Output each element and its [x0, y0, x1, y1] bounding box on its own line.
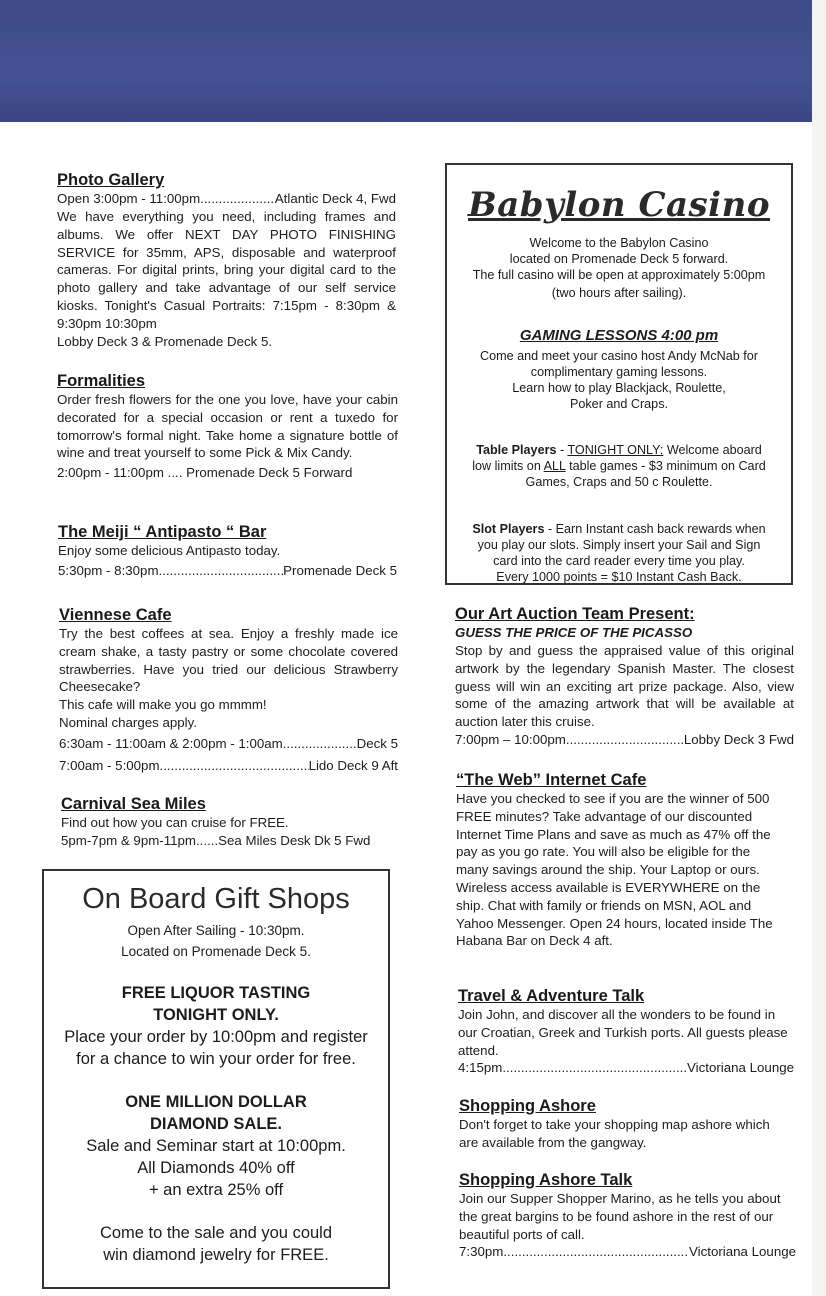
promo-line: All Diamonds 40% off: [137, 1159, 295, 1177]
slot-line: Every 1000 points = $10 Instant Cash Back.: [496, 570, 742, 584]
promo-line: Come to the sale and you could: [99, 1224, 333, 1242]
liquor-promo: [44, 982, 388, 1070]
section-time: 2:00pm - 11:00pm .... Promenade Deck 5 Forward: [57, 465, 353, 481]
welcome-line: (two hours after sailing).: [551, 286, 687, 300]
time-row: [459, 1243, 796, 1261]
time-text: 6:30am - 11:00am & 2:00pm - 1:00am: [59, 735, 283, 751]
gift-shops-hours: [44, 920, 388, 962]
section-heading: Viennese Cafe: [59, 606, 172, 624]
section-location: Lobby Deck 3 & Promenade Deck 5.: [57, 333, 273, 349]
promo-line: TONIGHT ONLY.: [153, 1006, 279, 1024]
hours-line: Open After Sailing - 10:30pm.: [127, 923, 305, 938]
time-text: 5:30pm - 8:30pm: [58, 562, 159, 578]
location-text: Lido Deck 9 Aft: [308, 757, 398, 773]
hours-row: [57, 190, 396, 208]
section-body: Don't forget to take your shopping map ashore which are available from the gangway.: [459, 1117, 770, 1150]
dash: -: [556, 443, 568, 457]
promo-line: FREE LIQUOR TASTING: [121, 984, 311, 1002]
section-subheading: GUESS THE PRICE OF THE PICASSO: [455, 625, 693, 640]
section-heading: Carnival Sea Miles: [61, 795, 206, 813]
antipasto-section: [58, 522, 397, 580]
promo-line: Sale and Seminar start at 10:00pm.: [86, 1137, 346, 1155]
formalities-section: [57, 371, 398, 482]
shopping-ashore-section: [459, 1096, 789, 1152]
promo-line: + an extra 25% off: [148, 1181, 284, 1199]
location-text: Atlantic Deck 4, Fwd: [274, 191, 396, 206]
table-players: [447, 442, 791, 490]
lessons-line: Learn how to play Blackjack, Roulette,: [512, 381, 726, 395]
gaming-lessons-body: [447, 348, 791, 412]
table-line: Games, Craps and 50 c Roulette.: [525, 475, 713, 489]
slot-line: you play our slots. Simply insert your Sail and Sign: [477, 538, 761, 552]
location-text: Promenade Deck 5: [283, 562, 397, 578]
section-time: 5pm-7pm & 9pm-11pm......Sea Miles Desk Dk 5 Fwd: [61, 832, 371, 848]
location-text: Victoriana Lounge: [689, 1244, 796, 1260]
section-body: Stop by and guess the appraised value of this original artwork by the legendary Spanish Master. The closest guess will win an exciting art prize package. Also, view some of the amazing artwork that will be available at auction later this cruise.: [455, 643, 794, 730]
time-row: [455, 731, 794, 749]
gift-shops-title: On Board Gift Shops: [82, 883, 350, 915]
section-heading: Shopping Ashore: [459, 1097, 596, 1115]
lessons-line: Poker and Craps.: [569, 397, 668, 411]
slot-line: - Earn Instant cash back rewards when: [544, 522, 766, 536]
slot-players: [447, 521, 791, 585]
hours-text: Open 3:00pm - 11:00pm: [57, 191, 201, 206]
section-body: Have you checked to see if you are the winner of 500 FREE minutes? Take advantage of our discounted Internet Time Plans and save as much as 47% off the pay as you go rate. You will also be eligible for the many savings around the ship. Your Laptop or ours. Wireless access available is EVERYWHERE on the ship. Chat with family or friends on MSN, AOL and Yahoo Messenger. Open 24 hours, located inside The Habana Bar on Deck 4 aft.: [456, 791, 773, 949]
time-text: 4:15pm: [458, 1060, 503, 1076]
section-body: Try the best coffees at sea. Enjoy a freshly made ice cream shake, a tasty pastry or some chocolate covered strawberries. Have you tried our delicious Strawberry Cheesecake?: [59, 626, 398, 695]
promo-line: Place your order by 10:00pm and register: [64, 1028, 368, 1046]
section-line: This cafe will make you go mmmm!: [59, 697, 267, 713]
section-heading: Formalities: [57, 372, 146, 390]
lessons-line: Come and meet your casino host Andy McNab for: [480, 349, 758, 363]
table-line: Welcome aboard: [663, 443, 762, 457]
promo-line: win diamond jewelry for FREE.: [103, 1246, 329, 1264]
sea-miles-section: [61, 794, 401, 850]
section-line: Nominal charges apply.: [59, 714, 197, 730]
section-body: Join John, and discover all the wonders to be found in our Croatian, Greek and Turkish ports. All guests please attend.: [458, 1007, 788, 1058]
shopping-talk-section: [459, 1170, 796, 1261]
casino-box: [445, 163, 793, 585]
table-line: low limits on: [472, 459, 544, 473]
section-body: Enjoy some delicious Antipasto today.: [58, 543, 281, 558]
table-line: table games - $3 minimum on Card: [565, 459, 766, 473]
lessons-line: complimentary gaming lessons.: [530, 365, 708, 379]
section-heading: “The Web” Internet Cafe: [456, 771, 647, 789]
viennese-section: [59, 605, 398, 775]
gaming-lessons-heading: GAMING LESSONS 4:00 pm: [519, 327, 719, 344]
table-players-label: Table Players: [476, 443, 557, 457]
section-body: We have everything you need, including frames and albums. We offer NEXT DAY PHOTO FINISHING SERVICE for 35mm, APS, disposable and waterproof cameras. For digital prints, bring your digital card to the photo gallery and take advantage of our self service kiosks. Tonight's Casual Portraits: 7:15pm - 8:30pm & 9:30pm 10:30pm: [57, 209, 396, 331]
welcome-line: The full casino will be open at approximately 5:00pm: [472, 268, 766, 282]
promo-line: ONE MILLION DOLLAR: [125, 1093, 307, 1111]
promo-line: DIAMOND SALE.: [150, 1115, 282, 1133]
time-text: 7:30pm: [459, 1244, 504, 1260]
casino-title: Babylon Casino: [468, 185, 770, 225]
header-band: [0, 0, 812, 122]
location-text: Victoriana Lounge: [687, 1060, 794, 1076]
promo-line: for a chance to win your order for free.: [76, 1050, 356, 1068]
section-body: Find out how you can cruise for FREE.: [61, 815, 289, 830]
section-body: Join our Supper Shopper Marino, as he tells you about the great bargins to be found ashore in the rest of our beautiful ports of call.: [459, 1191, 781, 1242]
casino-welcome: [447, 235, 791, 301]
time-text: 7:00am - 5:00pm: [59, 757, 160, 773]
photo-gallery-section: [57, 170, 396, 350]
internet-cafe-section: [456, 770, 784, 950]
section-heading: Shopping Ashore Talk: [459, 1171, 633, 1189]
section-heading: Travel & Adventure Talk: [458, 987, 645, 1005]
art-auction-section: [455, 604, 794, 749]
section-heading: The Meiji “ Antipasto “ Bar: [58, 523, 267, 541]
tonight-only: TONIGHT ONLY:: [567, 443, 664, 457]
all-text: ALL: [543, 459, 566, 473]
page-edge: [812, 0, 826, 1296]
slot-line: card into the card reader every time you play.: [493, 554, 745, 568]
welcome-line: located on Promenade Deck 5 forward.: [509, 252, 729, 266]
time-row: [458, 1059, 794, 1077]
gift-shops-box: [42, 869, 390, 1289]
closing-promo: [44, 1222, 388, 1266]
section-body: Order fresh flowers for the one you love, have your cabin decorated for a special occasion or rent a tuxedo for tomorrow's formal night. Take home a signature bottle of wine and treat yourself to some Pick & Mix Candy.: [57, 392, 398, 461]
time-text: 7:00pm – 10:00pm: [455, 731, 566, 747]
travel-talk-section: [458, 986, 794, 1077]
time-row: [58, 562, 397, 580]
time-row: [59, 757, 398, 775]
section-heading: Our Art Auction Team Present:: [455, 605, 695, 623]
location-line: Located on Promenade Deck 5.: [121, 944, 311, 959]
location-text: Lobby Deck 3 Fwd: [683, 731, 794, 747]
time-row: [59, 735, 398, 753]
section-heading: Photo Gallery: [57, 171, 165, 189]
welcome-line: Welcome to the Babylon Casino: [529, 236, 709, 250]
location-text: Deck 5: [356, 735, 398, 751]
slot-players-label: Slot Players: [472, 522, 545, 536]
diamond-promo: [44, 1091, 388, 1201]
